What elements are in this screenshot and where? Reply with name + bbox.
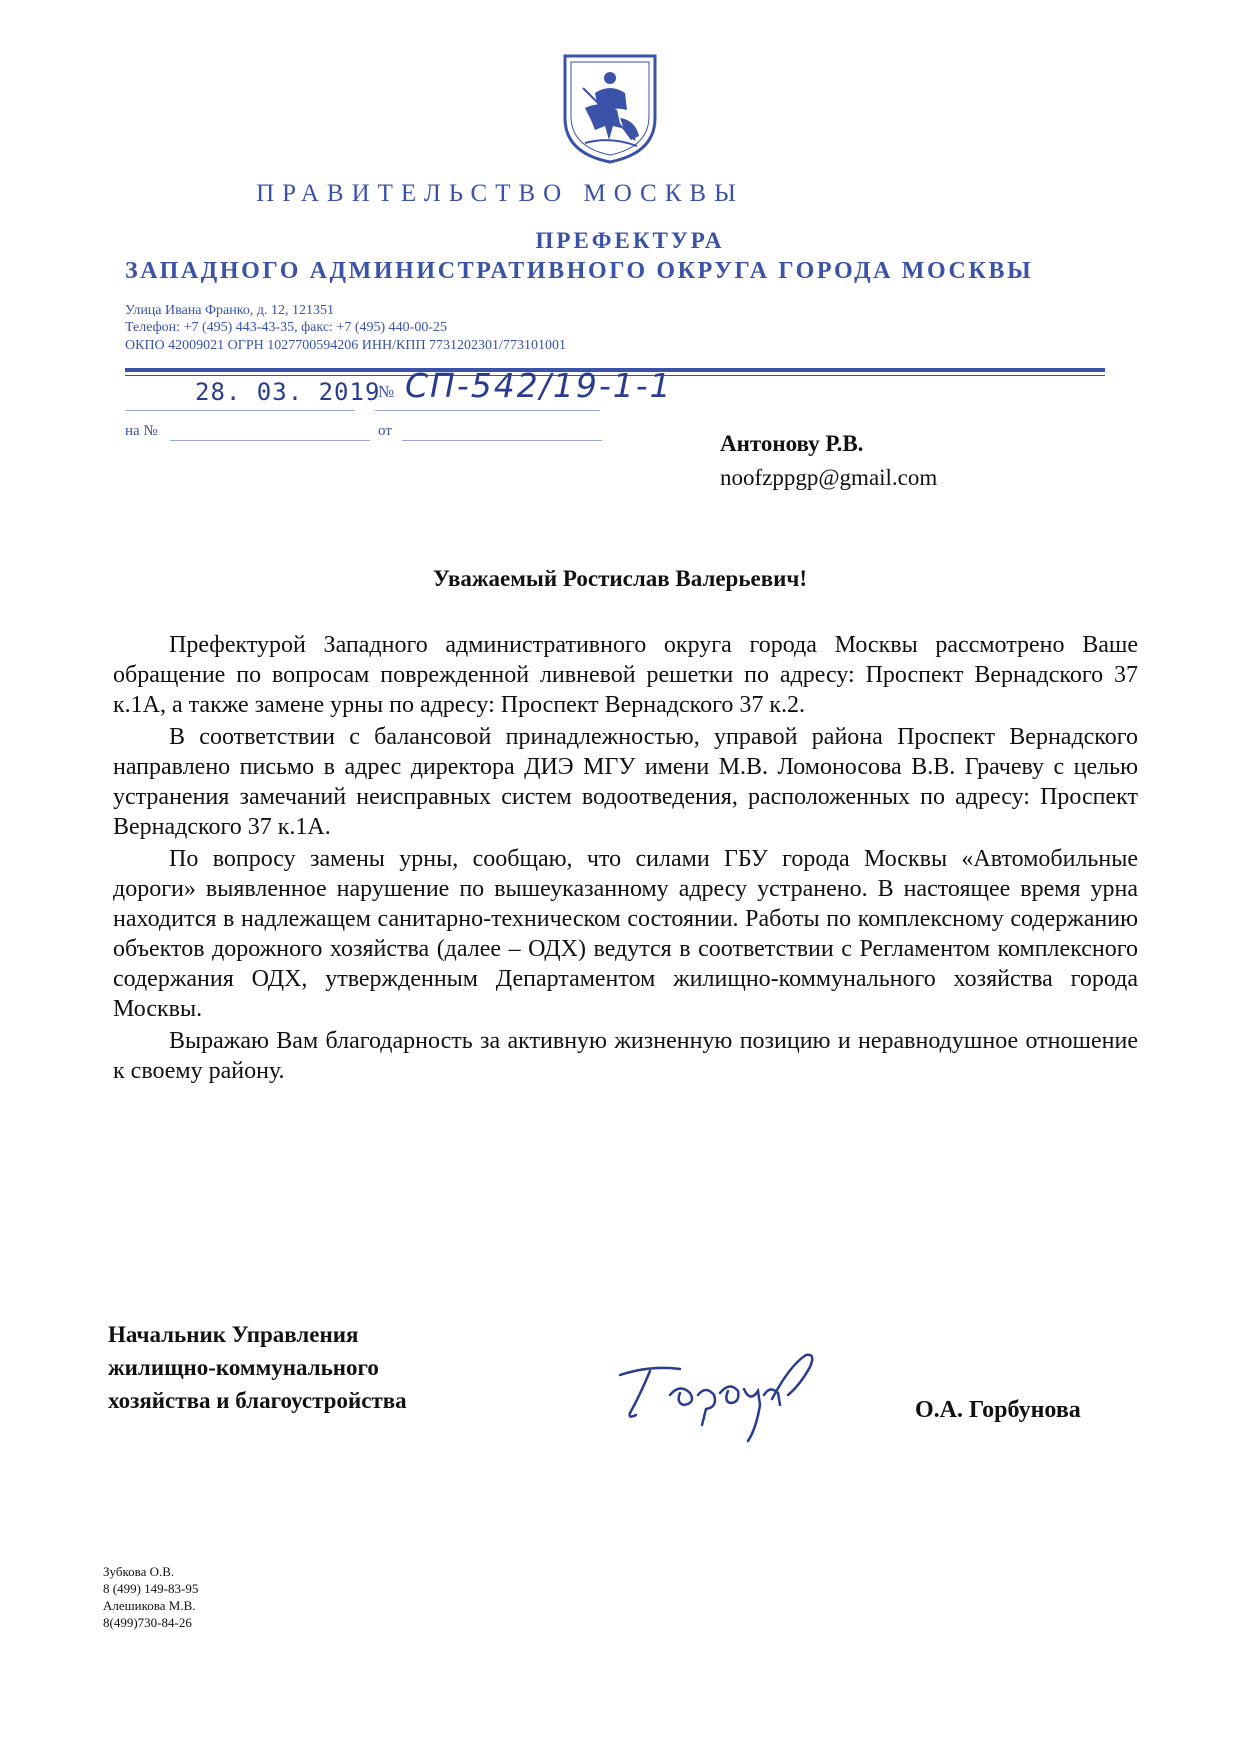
letter-paragraph: Префектурой Западного административного округа города Москвы рассмотрено Ваше обращение по вопросам поврежденной ливневой решетки по адресу: Проспект Вернадского 37 к.1А, а также замене урны по адресу: Проспект Вернадского 37 к.2. xyxy=(113,632,1138,718)
registration-date: 28. 03. 2019 xyxy=(195,378,381,406)
letter-body xyxy=(113,630,1138,1088)
executor-name: Зубкова О.В. xyxy=(103,1564,175,1579)
prefecture-district-title: ЗАПАДНОГО АДМИНИСТРАТИВНОГО ОКРУГА ГОРОДА МОСКВЫ xyxy=(125,258,1034,284)
moscow-coat-of-arms-icon xyxy=(555,48,665,166)
reference-number-label: на № xyxy=(125,423,158,439)
letter-paragraph: В соответствии с балансовой принадлежностью, управой района Проспект Вернадского направлено письмо в адрес директора ДИЭ МГУ имени М.В. Ломоносова В.В. Грачеву с целью устранения замечаний неисправных систем водоотведения, расположенных по адресу: Проспект Вернадского 37 к.1А. xyxy=(113,724,1138,840)
reference-date-label: от xyxy=(378,423,392,439)
recipient-email: noofzppgp@gmail.com xyxy=(720,465,938,490)
prefecture-title: ПРЕФЕКТУРА xyxy=(535,228,725,253)
prefecture-registry-codes: ОКПО 42009021 ОГРН 1027700594206 ИНН/КПП 7731202301/773101001 xyxy=(125,338,566,353)
number-label: № xyxy=(378,382,395,401)
executor-phone: 8(499)730-84-26 xyxy=(103,1615,192,1630)
number-underline xyxy=(375,410,600,411)
registration-number: СП-542/19-1-1 xyxy=(405,366,673,405)
signatory-title-line: хозяйства и благоустройства xyxy=(108,1388,407,1413)
reference-number-underline xyxy=(170,440,370,441)
signatory-title-line: Начальник Управления xyxy=(108,1322,359,1347)
recipient-name: Антонову Р.В. xyxy=(720,431,864,456)
executor-name: Алешикова М.В. xyxy=(103,1598,196,1613)
prefecture-phone: Телефон: +7 (495) 443-43-35, факс: +7 (495) 440-00-25 xyxy=(125,320,447,335)
signatory-title xyxy=(108,1318,407,1417)
date-underline xyxy=(125,410,355,411)
executor-phone: 8 (499) 149-83-95 xyxy=(103,1581,199,1596)
reference-date-underline xyxy=(402,440,602,441)
handwritten-signature xyxy=(610,1345,870,1455)
signatory-name: О.А. Горбунова xyxy=(915,1397,1081,1423)
letter-paragraph: По вопросу замены урны, сообщаю, что силами ГБУ города Москвы «Автомобильные дороги» выявленное нарушение по вышеуказанному адресу устранено. В настоящее время урна находится в надлежащем санитарно-техническом состоянии. Работы по комплексному содержанию объектов дорожного хозяйства (далее – ОДХ) ведутся в соответствии с Регламентом комплексного содержания ОДХ, утвержденным Департаментом жилищно-коммунального хозяйства города Москвы. xyxy=(113,846,1138,1022)
letter-salutation: Уважаемый Ростислав Валерьевич! xyxy=(432,566,808,591)
prefecture-address: Улица Ивана Франко, д. 12, 121351 xyxy=(125,303,334,318)
signatory-title-line: жилищно-коммунального xyxy=(108,1355,379,1380)
letter-paragraph: Выражаю Вам благодарность за активную жизненную позицию и неравнодушное отношение к своему району. xyxy=(113,1028,1138,1084)
government-title: ПРАВИТЕЛЬСТВО МОСКВЫ xyxy=(256,180,744,207)
